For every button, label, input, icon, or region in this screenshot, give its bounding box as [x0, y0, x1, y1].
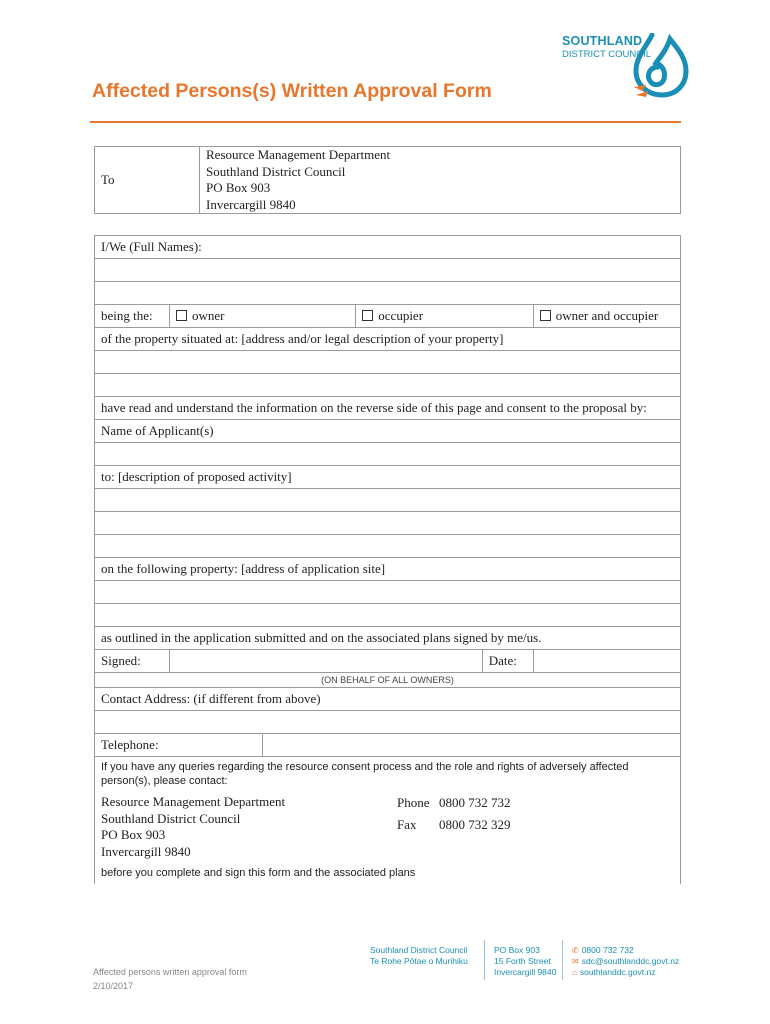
footer-phone: 0800 732 732 — [581, 945, 634, 955]
contact-address-field[interactable] — [95, 711, 681, 734]
before-text: before you complete and sign this form and the associated plans — [101, 867, 416, 879]
to-label: To — [95, 147, 200, 214]
applicant-field[interactable] — [95, 443, 681, 466]
queries-note — [95, 757, 681, 885]
owner-occupier-option[interactable] — [533, 305, 680, 328]
owner-checkbox[interactable] — [176, 310, 187, 321]
footer-contact — [572, 945, 679, 978]
water-drop-icon — [632, 33, 690, 99]
signed-label: Signed: — [95, 650, 170, 673]
contact-details — [101, 794, 674, 860]
being-label: being the: — [95, 305, 170, 328]
footer-email[interactable]: sdc@southlanddc.govt.nz — [581, 956, 680, 966]
consent-text: have read and understand the information on the reverse side of this page and consent to the proposal by: — [95, 397, 681, 420]
phone-label: Phone — [397, 795, 430, 810]
telephone-field[interactable] — [263, 734, 681, 757]
footer-org-line1: Southland District Council — [370, 945, 468, 955]
footer-addr-line: 15 Forth Street — [494, 956, 551, 966]
queries-text: If you have any queries regarding the resource consent process and the role and rights of adversely affected person(s), please contact: — [101, 761, 629, 787]
owner-occupier-label: owner and occupier — [555, 308, 659, 323]
phone-value: 0800 732 732 — [439, 795, 511, 810]
footer-doc-date: 2/10/2017 — [93, 981, 134, 991]
to-address-line: Southland District Council — [206, 163, 346, 179]
full-names-label: I/We (Full Names): — [95, 236, 681, 259]
logo-line2: DISTRICT COUNCIL — [562, 49, 652, 60]
footer-doc-name: Affected persons written approval form — [93, 967, 247, 977]
occupier-option[interactable] — [356, 305, 533, 328]
activity-field[interactable] — [95, 512, 681, 535]
contact-line: Invercargill 9840 — [101, 843, 191, 859]
footer-divider — [484, 940, 485, 980]
date-label: Date: — [482, 650, 533, 673]
site-label: on the following property: [address of application site] — [95, 558, 681, 581]
owner-option[interactable] — [170, 305, 356, 328]
footer-addr-line: PO Box 903 — [494, 945, 540, 955]
outlined-text: as outlined in the application submitted and on the associated plans signed by me/us. — [95, 627, 681, 650]
applicant-label: Name of Applicant(s) — [95, 420, 681, 443]
footer-address — [494, 945, 556, 978]
property-field[interactable] — [95, 374, 681, 397]
full-names-field[interactable] — [95, 259, 681, 282]
owner-occupier-checkbox[interactable] — [540, 310, 551, 321]
telephone-label: Telephone: — [95, 734, 263, 757]
contact-address-label: Contact Address: (if different from above) — [95, 688, 681, 711]
logo-line1: SOUTHLAND — [562, 34, 643, 48]
signature-field[interactable] — [170, 650, 483, 673]
occupier-checkbox[interactable] — [362, 310, 373, 321]
home-icon: ⌂ — [572, 968, 577, 977]
activity-field[interactable] — [95, 535, 681, 558]
footer-org — [370, 945, 468, 967]
form-title: Affected Persons(s) Written Approval Form — [92, 80, 492, 102]
to-address-line: Resource Management Department — [206, 147, 391, 162]
site-field[interactable] — [95, 604, 681, 627]
property-field[interactable] — [95, 351, 681, 374]
property-label: of the property situated at: [address and/or legal description of your property] — [95, 328, 681, 351]
footer-divider — [562, 940, 563, 980]
site-field[interactable] — [95, 581, 681, 604]
council-logo — [562, 33, 692, 103]
footer-org-line2: Te Rohe Pōtae o Murihiku — [370, 956, 468, 966]
owner-label: owner — [192, 308, 225, 323]
activity-field[interactable] — [95, 489, 681, 512]
contact-numbers — [397, 794, 511, 860]
footer-addr-line: Invercargill 9840 — [494, 967, 557, 977]
footer-document-info — [93, 965, 247, 993]
to-block — [94, 146, 681, 214]
title-divider — [90, 121, 681, 123]
fax-value: 0800 732 329 — [439, 816, 511, 832]
email-icon: ✉ — [572, 957, 579, 966]
to-address-line: PO Box 903 — [206, 180, 271, 195]
contact-line: PO Box 903 — [101, 827, 166, 842]
behalf-note: (ON BEHALF OF ALL OWNERS) — [95, 673, 681, 688]
activity-label: to: [description of proposed activity] — [95, 466, 681, 489]
occupier-label: occupier — [378, 308, 424, 323]
date-field[interactable] — [533, 650, 680, 673]
phone-icon: ✆ — [572, 946, 579, 955]
fax-label: Fax — [397, 816, 417, 832]
footer-web[interactable]: southlanddc.govt.nz — [579, 967, 656, 977]
contact-line: Resource Management Department — [101, 794, 286, 809]
to-address — [200, 147, 681, 214]
to-address-line: Invercargill 9840 — [206, 196, 296, 212]
contact-address — [101, 794, 397, 860]
full-names-field[interactable] — [95, 282, 681, 305]
contact-line: Southland District Council — [101, 810, 241, 826]
approval-form — [94, 235, 681, 884]
